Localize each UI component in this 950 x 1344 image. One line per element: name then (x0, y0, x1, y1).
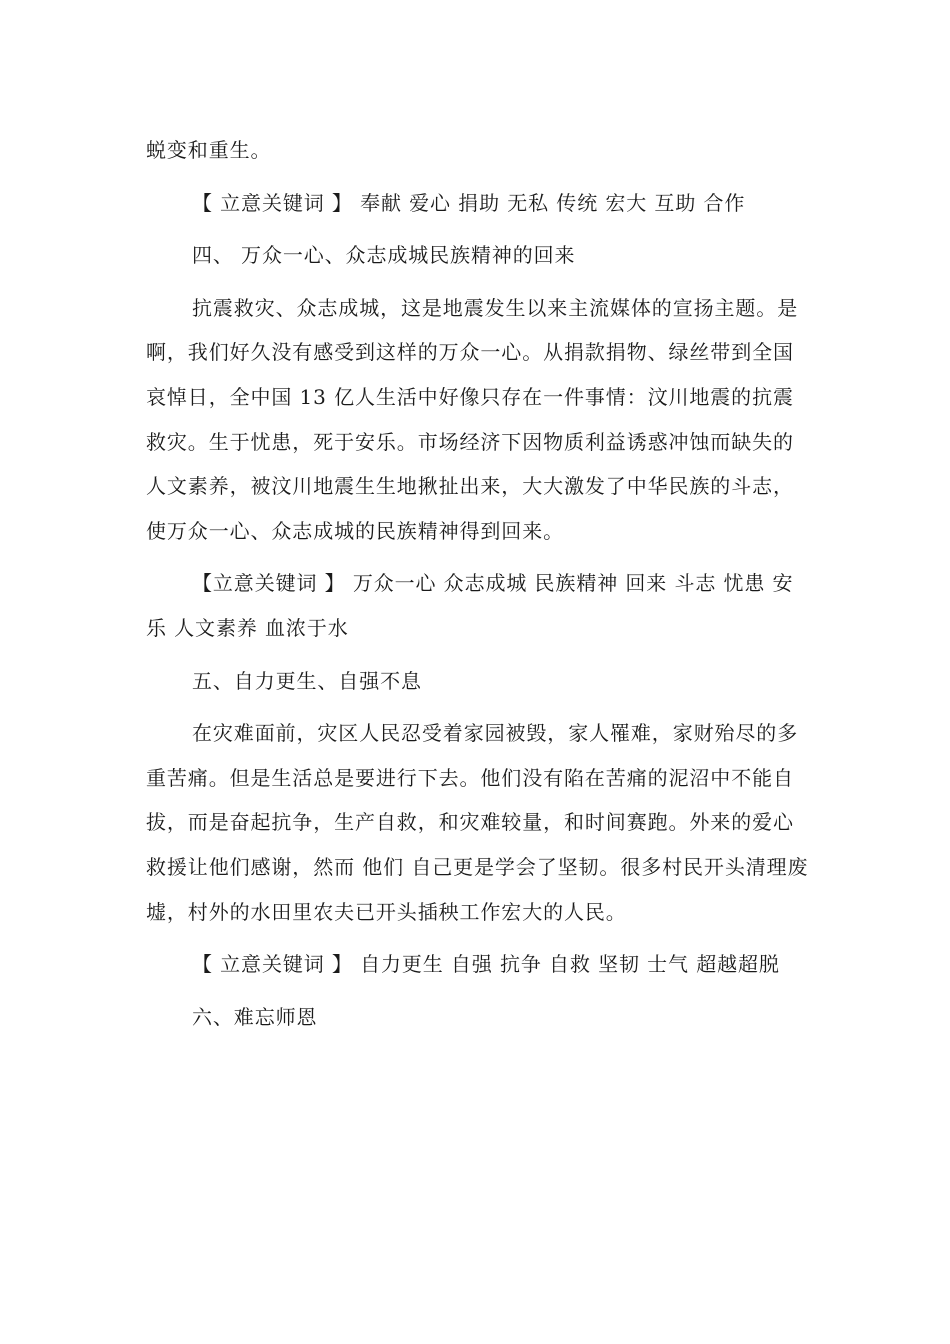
document-body (146, 128, 814, 1039)
body-paragraph-4: 抗震救灾、众志成城，这是地震发生以来主流媒体的宣扬主题。是啊，我们好久没有感受到这样的万众一心。从捐款捐物、绿丝带到全国哀悼日，全中国 13 亿人生活中好像只存在一件事情：汶川地震的抗震救灾。生于忧患，死于安乐。市场经济下因物质利益诱惑冲蚀而缺失的人文素养，被汶川地震生生地揪扯出来，大大激发了中华民族的斗志，使万众一心、众志成城的民族精神得到回来。 (146, 295, 799, 543)
body-paragraph-5: 在灾难面前，灾区人民忍受着家园被毁，家人罹难，家财殆尽的多重苦痛。但是生活总是要进行下去。他们没有陷在苦痛的泥沼中不能自拔，而是奋起抗争，生产自救，和灾难较量，和时间赛跑。外来的爱心救援让他们感谢，然而 他们 自己更是学会了坚韧。很多村民开头清理废墟，村外的水田里农夫已开头插秧工作宏大的人民。 (146, 721, 809, 924)
section-heading-6: 六、难忘师恩 (192, 1004, 318, 1029)
keywords-paragraph-5: 【 立意关键词 】 自力更生 自强 抗争 自救 坚韧 士气 超越超脱 (192, 952, 780, 977)
paragraph-continuation: 蜕变和重生。 (146, 138, 272, 162)
keywords-paragraph-3: 【 立意关键词 】 奉献 爱心 捐助 无私 传统 宏大 互助 合作 (192, 190, 746, 215)
section-heading-5: 五、自力更生、自强不息 (192, 668, 422, 693)
section-heading-4: 四、 万众一心、众志成城民族精神的回来 (192, 243, 576, 268)
keywords-paragraph-4: 【立意关键词 】 万众一心 众志成城 民族精神 回来 斗志 忧患 安乐 人文素养 血浓于水 (146, 571, 794, 640)
